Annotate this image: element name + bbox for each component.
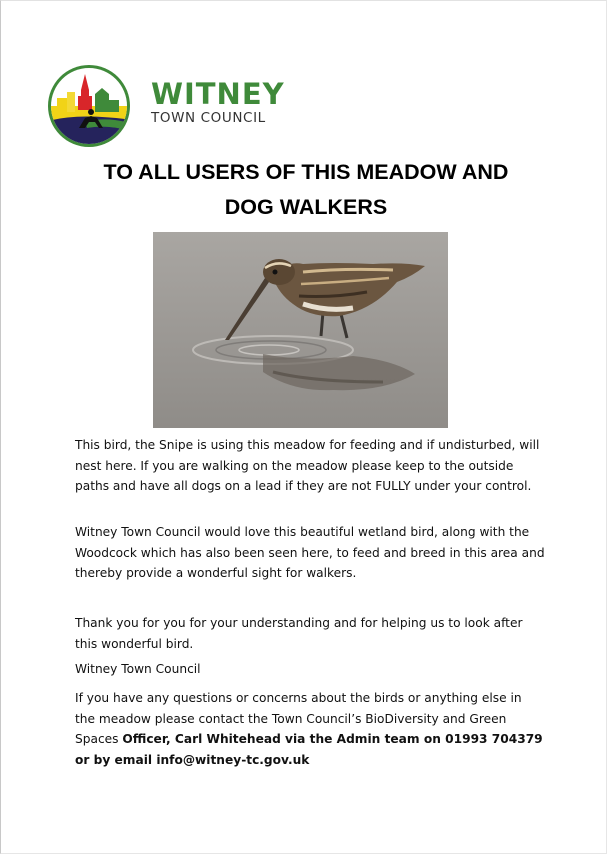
title-line-1: TO ALL USERS OF THIS MEADOW AND [103, 160, 509, 184]
title-line-2: DOG WALKERS [224, 195, 388, 219]
witney-logo-emblem [45, 62, 133, 150]
logo-wordmark [151, 79, 285, 127]
page-title [61, 155, 551, 225]
contact-text: If you have any questions or concerns about the birds or anything else in the meadow please contact the Town Council’s BioDiversity and Green Spaces [75, 691, 522, 746]
paragraph-contact [75, 688, 545, 770]
council-subtitle: TOWN COUNCIL [151, 110, 266, 126]
logo-emblem-graphic [45, 62, 133, 150]
signature-line: Witney Town Council [75, 662, 201, 676]
council-name: WITNEY [151, 77, 285, 111]
paragraph-thanks: Thank you for you for your understanding and for helping us to look after this wonderful bird. [75, 616, 523, 651]
contact-details: Officer, Carl Whitehead via the Admin team on 01993 704379 or by email info@witney-tc.gov.uk [75, 732, 543, 767]
snipe-bird-image [153, 232, 448, 428]
paragraph-snipe-notice: This bird, the Snipe is using this meadow for feeding and if undisturbed, will nest here. If you are walking on the meadow please keep to the outside paths and have all dogs on a lead if they are not FULLY under your control. [75, 438, 540, 493]
snipe-photo [153, 232, 448, 428]
paragraph-council-wish: Witney Town Council would love this beautiful wetland bird, along with the Woodcock which has also been seen here, to feed and breed in this area and thereby provide a wonderful sight for walkers. [75, 525, 545, 580]
